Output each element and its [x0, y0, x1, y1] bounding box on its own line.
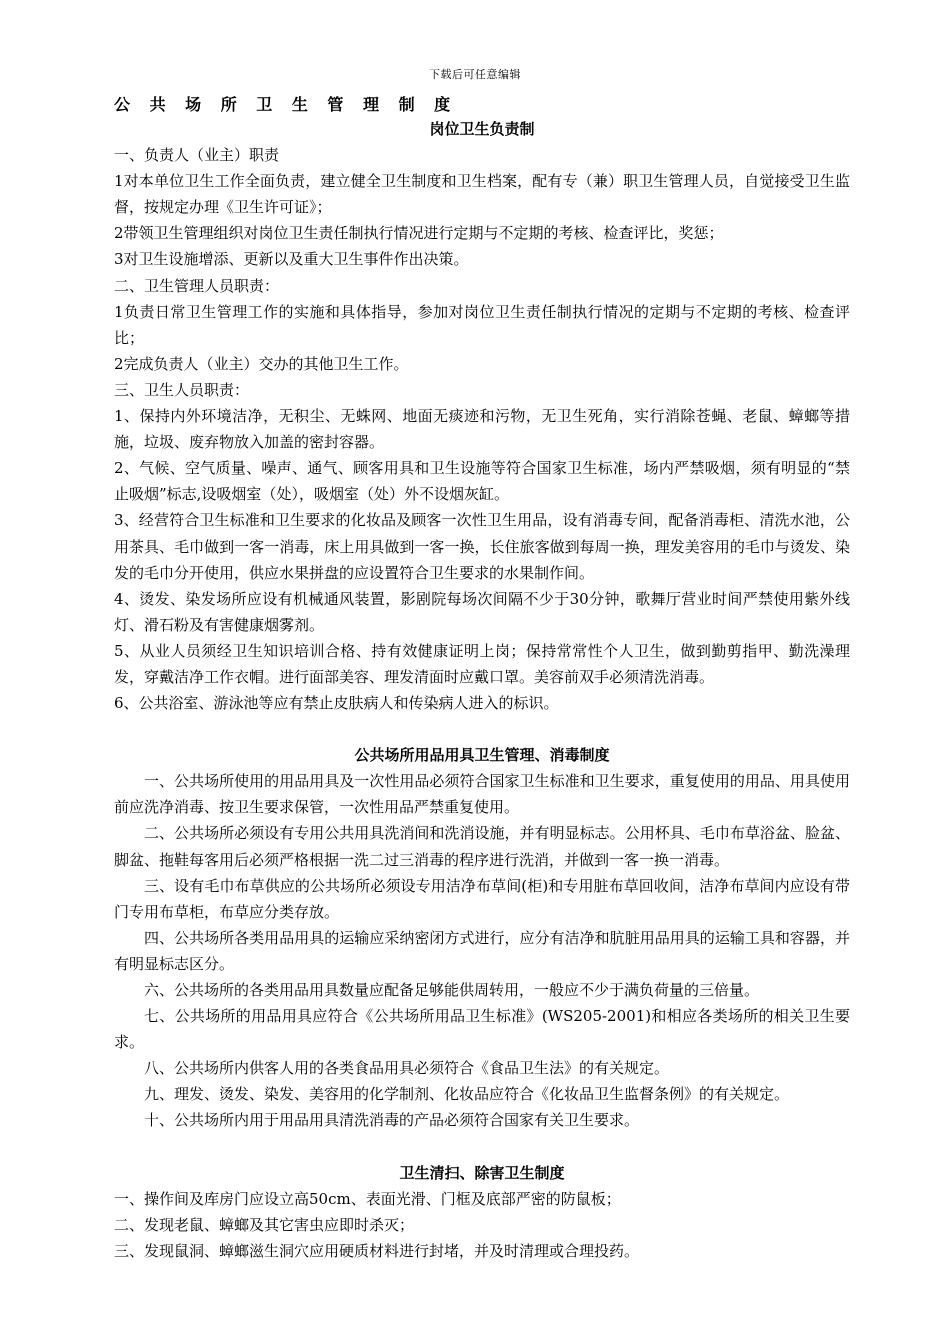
- page-header: 下载后可任意编辑: [429, 68, 521, 81]
- paragraph: 3对卫生设施增添、更新以及重大卫生事件作出决策。: [114, 250, 469, 269]
- paragraph: 三、设有毛巾布草供应的公共场所必须设专用洁净布草间(柜)和专用脏布草回收间，洁净布草间内应设有带门专用布草柜，布草应分类存放。: [114, 876, 850, 921]
- paragraph: 6、公共浴室、游泳池等应有禁止皮肤病人和传染病人进入的标识。: [114, 694, 559, 713]
- paragraph: 七、公共场所的用品用具应符合《公共场所用品卫生标准》(WS205-2001)和相应各类场所的相关卫生要求。: [114, 1007, 850, 1052]
- paragraph: 1对本单位卫生工作全面负责，建立健全卫生制度和卫生档案，配有专（兼）职卫生管理人员，自觉接受卫生监督，按规定办理《卫生许可证》；: [114, 172, 850, 217]
- paragraph: 5、从业人员须经卫生知识培训合格、持有效健康证明上岗；保持常常性个人卫生，做到勤剪指甲、勤洗澡理发，穿戴洁净工作衣帽。进行面部美容、理发清面时应戴口罩。美容前双手必须清洗消毒。: [114, 641, 850, 686]
- paragraph: 2、气候、空气质量、噪声、通气、顾客用具和卫生设施等符合国家卫生标准，场内严禁吸烟，须有明显的“禁止吸烟”标志,设吸烟室（处），吸烟室（处）外不设烟灰缸。: [114, 459, 850, 504]
- paragraph: 4、烫发、染发场所应设有机械通风装置，影剧院每场次间隔不少于30分钟，歌舞厅营业时间严禁使用紫外线灯、滑石粉及有害健康烟雾剂。: [114, 589, 850, 634]
- paragraph: 2带领卫生管理组织对岗位卫生责任制执行情况进行定期与不定期的考核、检查评比，奖惩；: [114, 224, 724, 243]
- paragraph: 1负责日常卫生管理工作的实施和具体指导，参加对岗位卫生责任制执行情况的定期与不定期的考核、检查评比；: [114, 302, 850, 347]
- section-title-cleaning-pest-control: 卫生清扫、除害卫生制度: [399, 1163, 565, 1182]
- paragraph: 三、发现鼠洞、蟑螂滋生洞穴应用硬质材料进行封堵，并及时清理或合理投药。: [114, 1241, 640, 1260]
- paragraph: 1、保持内外环境洁净，无积尘、无蛛网、地面无痰迹和污物，无卫生死角，实行消除苍蝇、老鼠、蟑螂等措施，垃圾、废弃物放入加盖的密封容器。: [114, 407, 850, 452]
- paragraph: 六、公共场所的各类用品用具数量应配备足够能供周转用，一般应不少于满负荷量的三倍量。: [144, 981, 760, 999]
- paragraph: 四、公共场所各类用品用具的运输应采纳密闭方式进行，应分有洁净和肮脏用品用具的运输工具和容器，并有明显标志区分。: [114, 928, 850, 973]
- paragraph: 一、操作间及库房门应设立高50cm、表面光滑、门框及底部严密的防鼠板；: [114, 1189, 621, 1208]
- spacer: [114, 1134, 850, 1160]
- paragraph: 九、理发、烫发、染发、美容用的化学制剂、化妆品应符合《化妆品卫生监督条例》的有关规定。: [144, 1085, 790, 1104]
- section-title-post-responsibility: 岗位卫生负责制: [429, 120, 535, 138]
- section-title-disinfection: 公共场所用品用具卫生管理、消毒制度: [354, 746, 610, 765]
- paragraph: 2完成负责人（业主）交办的其他卫生工作。: [114, 354, 409, 373]
- paragraph: 二、公共场所必须设有专用公共用具洗消间和洗消设施，并有明显标志。公用杯具、毛巾布草浴盆、脸盆、脚盆、拖鞋每客用后必须严格根据一洗二过三消毒的程序进行洗消，并做到一客一换一消毒。: [114, 824, 850, 869]
- paragraph: 一、负责人（业主）职责: [114, 146, 280, 165]
- document-title: 公 共 场 所 卫 生 管 理 制 度: [114, 95, 458, 114]
- spacer: [114, 716, 850, 742]
- paragraph: 十、公共场所内用于用品用具清洗消毒的产品必须符合国家有关卫生要求。: [144, 1111, 640, 1130]
- paragraph: 二、发现老鼠、蟑螂及其它害虫应即时杀灭；: [114, 1215, 415, 1234]
- document-body: [114, 116, 850, 1264]
- paragraph: 3、经营符合卫生标准和卫生要求的化妆品及顾客一次性卫生用品，设有消毒专间，配备消毒柜、清洗水池，公用茶具、毛巾做到一客一消毒，床上用具做到一客一换，长住旅客做到每周一换，理发美容用的毛巾与烫发、染发的毛巾分开使用，供应水果拼盘的应设置符合卫生要求的水果制作间。: [114, 511, 850, 582]
- paragraph: 一、公共场所使用的用品用具及一次性用品必须符合国家卫生标准和卫生要求，重复使用的用品、用具使用前应洗净消毒、按卫生要求保管，一次性用品严禁重复使用。: [114, 772, 850, 817]
- paragraph: 三、卫生人员职责：: [114, 380, 250, 399]
- paragraph: 八、公共场所内供客人用的各类食品用具必须符合《食品卫生法》的有关规定。: [144, 1059, 670, 1078]
- paragraph: 二、卫生管理人员职责：: [114, 276, 280, 295]
